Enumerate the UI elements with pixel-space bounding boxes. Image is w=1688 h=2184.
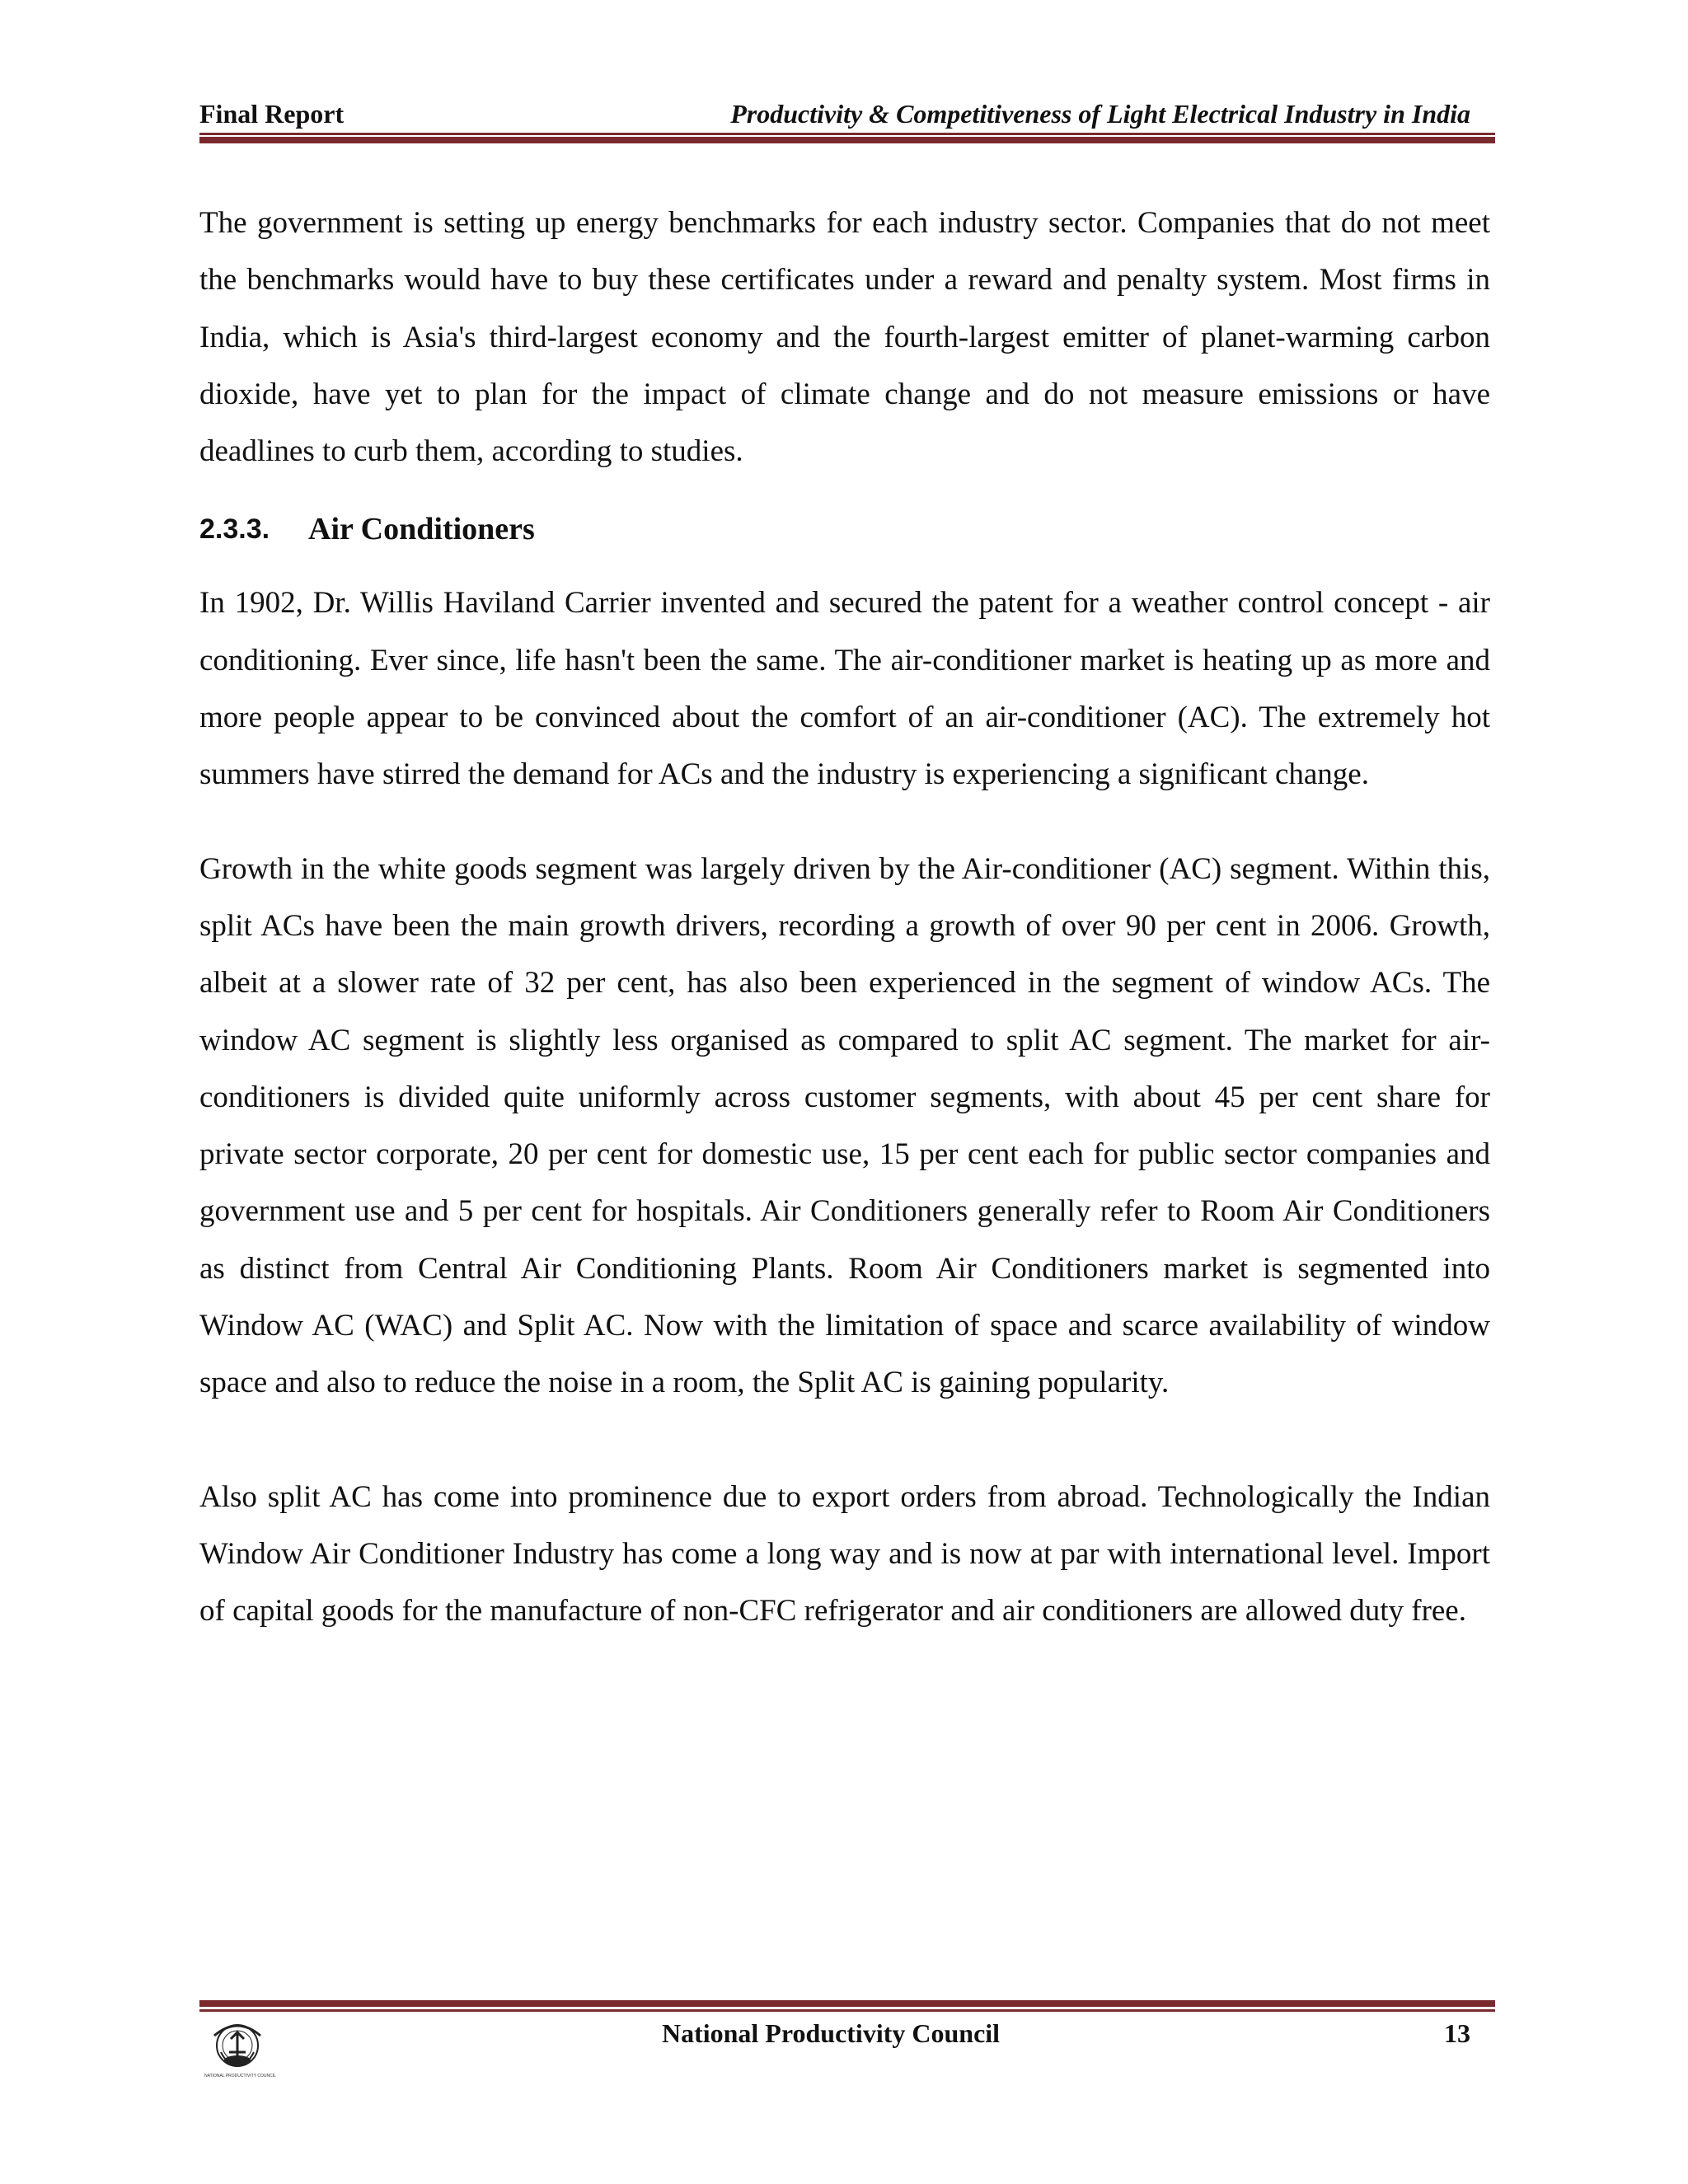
paragraph-market-growth: Growth in the white goods segment was largely driven by the Air-conditioner (AC) segment. Within this, split ACs have been the main growth drivers, recording a growth of over 90 per cent in 2006. Growth, albeit at a slower rate of 32 per cent, has also been experienced in the segment of window ACs. The window AC segment is slightly less organised as compared to split AC segment. The market for air-conditioners is divided quite uniformly across customer segments, with about 45 per cent share for private sector corporate, 20 per cent for domestic use, 15 per cent each for public sector companies and government use and 5 per cent for hospitals. Air Conditioners generally refer to Room Air Conditioners as distinct from Central Air Conditioning Plants. Room Air Conditioners market is segmented into Window AC (WAC) and Split AC. Now with the limitation of space and scarce availability of window space and also to reduce the noise in a room, the Split AC is gaining popularity. [199,851,1490,1400]
paragraph-energy-benchmarks: The government is setting up energy benchmarks for each industry sector. Companies that do not meet the benchmarks would have to buy these certificates under a reward and penalty system. Most firms in India, which is Asia's third-largest economy and the fourth-largest emitter of planet-warming carbon dioxide, have yet to plan for the impact of climate change and do not measure emissions or have deadlines to curb them, according to studies. [199,206,1490,469]
page-header [199,97,1495,130]
paragraph-exports: Also split AC has come into prominence due to export orders from abroad. Technologically the Indian Window Air Conditioner Industry has come a long way and is now at par with international level. Import of capital goods for the manufacture of non-CFC refrigerator and air conditioners are allowed duty free. [199,1479,1490,1629]
header-rule-thin [199,133,1495,135]
section-title: Air Conditioners [308,512,535,547]
logo-caption: NATIONAL PRODUCTIVITY COUNCIL [204,2074,276,2079]
section-number: 2.3.3. [199,513,270,546]
footer-rule-thin [199,2009,1495,2012]
body-content [199,194,1490,1640]
page-footer [199,2016,1495,2050]
footer-rule-thick [199,2000,1495,2007]
page-number: 13 [1444,2018,1470,2048]
header-rule-thick [199,137,1495,143]
header-report-title: Productivity & Competitiveness of Light Electrical Industry in India [730,99,1470,129]
header-report-label: Final Report [199,99,345,129]
section-heading [199,508,1490,551]
paragraph-carrier-history: In 1902, Dr. Willis Haviland Carrier invented and secured the patent for a weather control concept - air conditioning. Ever since, life hasn't been the same. The air-conditioner market is heating up as more and more people appear to be convinced about the comfort of an air-conditioner (AC). The extremely hot summers have stirred the demand for ACs and the industry is experiencing a significant change. [199,586,1490,792]
footer-organization: National Productivity Council [661,2018,1001,2048]
